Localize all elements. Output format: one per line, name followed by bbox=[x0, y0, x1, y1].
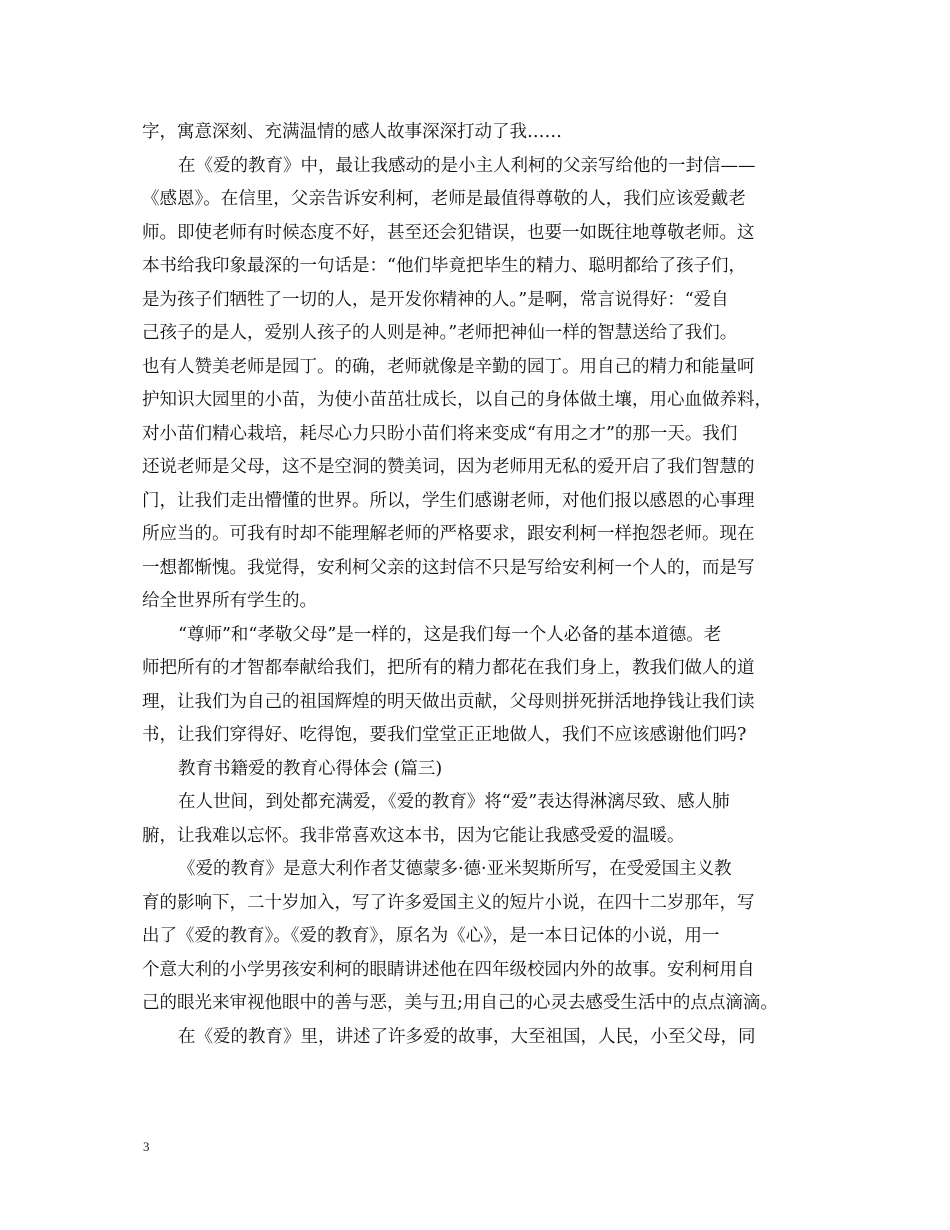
text-line: 腑，让我难以忘怀。我非常喜欢这本书，因为它能让我感受爱的温暖。 bbox=[142, 825, 685, 846]
text-line: 在人世间，到处都充满爱，《爱的教育》将“爱”表达得淋漓尽致、感人肺 bbox=[178, 792, 730, 812]
text-line: 所应当的。可我有时却不能理解老师的严格要求，跟安利柯一样抱怨老师。现在 bbox=[142, 524, 755, 544]
text-line: 还说老师是父母，这不是空洞的赞美词，因为老师用无私的爱开启了我们智慧的 bbox=[142, 457, 755, 477]
text-line: 《感恩》。在信里，父亲告诉安利柯，老师是最值得尊敬的人，我们应该爱戴老 bbox=[142, 189, 746, 209]
text-line: 个意大利的小学男孩安利柯的眼睛讲述他在四年级校园内外的故事。安利柯用自 bbox=[142, 959, 755, 980]
text-line: 书，让我们穿得好、吃得饱，要我们堂堂正正地做人，我们不应该感谢他们吗? bbox=[142, 725, 747, 745]
text-line: “尊师”和“孝敬父母”是一样的，这是我们每一个人必备的基本道德。老 bbox=[178, 624, 722, 645]
text-line: 字，寓意深刻、充满温情的感人故事深深打动了我…… bbox=[142, 122, 562, 142]
text-line: 己孩子的是人，爱别人孩子的人则是神。”老师把神仙一样的智慧送给了我们。 bbox=[142, 323, 738, 343]
text-line: 《爱的教育》是意大利作者艾德蒙多·德·亚米契斯所写，在受爱国主义教 bbox=[178, 859, 732, 879]
text-line: 师。即使老师有时候态度不好，甚至还会犯错误，也要一如既往地尊敬老师。这 bbox=[142, 222, 755, 243]
text-line: 教育书籍爱的教育心得体会 (篇三) bbox=[178, 758, 443, 779]
text-line: 给全世界所有学生的。 bbox=[142, 591, 317, 611]
text-line: 对小苗们精心栽培，耗尽心力只盼小苗们将来变成“有用之才”的那一天。我们 bbox=[142, 423, 738, 444]
text-line: 在《爱的教育》中，最让我感动的是小主人利柯的父亲写给他的一封信—— bbox=[178, 155, 756, 176]
text-line: 师把所有的才智都奉献给我们，把所有的精力都花在我们身上，教我们做人的道 bbox=[142, 658, 755, 678]
text-line: 己的眼光来审视他眼中的善与恶，美与丑;用自己的心灵去感受生活中的点点滴滴。 bbox=[142, 993, 778, 1013]
text-line: 也有人赞美老师是园丁。的确，老师就像是辛勤的园丁。用自己的精力和能量呵 bbox=[142, 356, 755, 377]
page-number: 3 bbox=[143, 1139, 150, 1154]
text-line: 出了《爱的教育》。《爱的教育》，原名为《心》，是一本日记体的小说，用一 bbox=[142, 926, 720, 946]
text-line: 一想都惭愧。我觉得，安利柯父亲的这封信不只是写给安利柯一个人的，而是写 bbox=[142, 557, 755, 578]
text-line: 本书给我印象最深的一句话是：“他们毕竟把毕生的精力、聪明都给了孩子们， bbox=[142, 256, 746, 276]
body-text bbox=[142, 116, 822, 1054]
text-line: 在《爱的教育》里，讲述了许多爱的故事，大至祖国，人民，小至父母，同 bbox=[178, 1026, 756, 1047]
text-line: 护知识大园里的小苗，为使小苗茁壮成长，以自己的身体做土壤，用心血做养料， bbox=[142, 390, 772, 410]
text-line: 育的影响下，二十岁加入，写了许多爱国主义的短片小说，在四十二岁那年，写 bbox=[142, 892, 755, 913]
text-line: 门，让我们走出懵懂的世界。所以，学生们感谢老师，对他们报以感恩的心事理 bbox=[142, 490, 755, 511]
text-line: 是为孩子们牺牲了一切的人，是开发你精神的人。”是啊，常言说得好：“爱自 bbox=[142, 289, 729, 310]
text-line: 理，让我们为自己的祖国辉煌的明天做出贡献，父母则拼死拼活地挣钱让我们读 bbox=[142, 691, 755, 712]
